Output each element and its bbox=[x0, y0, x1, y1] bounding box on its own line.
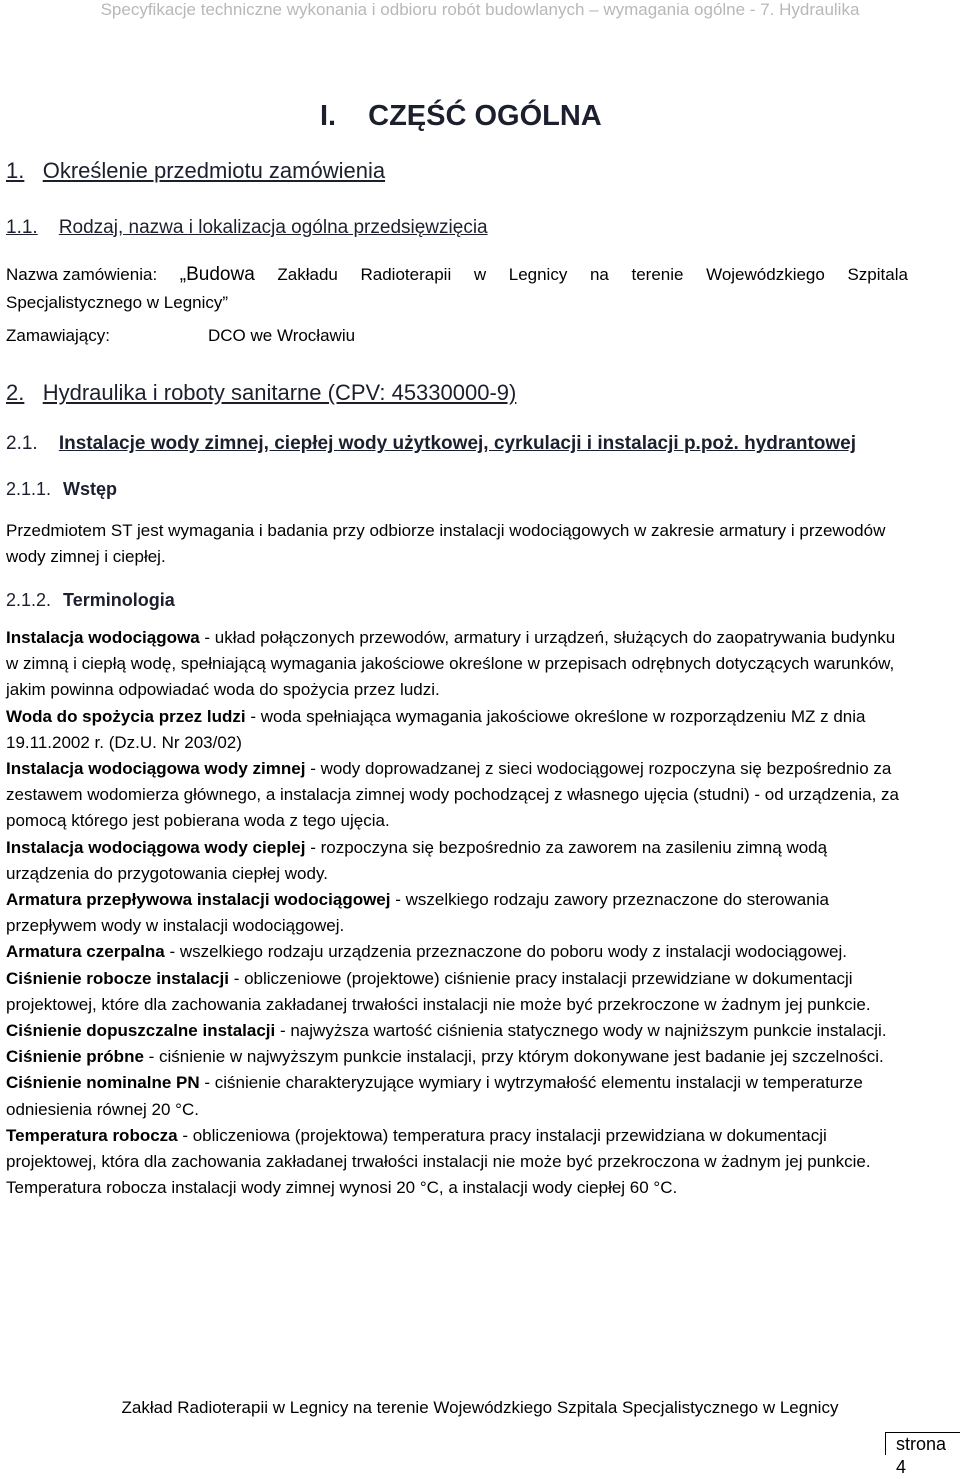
definition-item bbox=[6, 939, 911, 965]
definition-item bbox=[6, 887, 911, 939]
order-name-word: Zakładu bbox=[277, 265, 338, 284]
part-heading bbox=[320, 100, 602, 133]
definition-item bbox=[6, 966, 911, 1018]
definition-term: Ciśnienie nominalne PN bbox=[6, 1073, 200, 1093]
definition-item bbox=[6, 1123, 911, 1202]
definition-term: Instalacja wodociągowa wody cieplej bbox=[6, 837, 306, 857]
definitions-list bbox=[6, 625, 911, 1201]
part-number: I. bbox=[320, 100, 337, 132]
page-header: Specyfikacje techniczne wykonania i odbioru robót budowlanych – wymagania ogólne - 7. Hydraulika bbox=[100, 0, 860, 19]
intro-paragraph: Przedmiotem ST jest wymagania i badania przy odbiorze instalacji wodociągowych w zakresie armatury i przewodów wody zimnej i ciepłej. bbox=[6, 521, 886, 566]
definition-term: Instalacja wodociągowa bbox=[6, 628, 200, 647]
definition-text: - obliczeniowe (projektowe) ciśnienie pracy instalacji przewidziane w dokumentacji projektowej, które dla zachowania zakładanej trwałości instalacji nie może być przekroczone w żadnym jej punkcie. bbox=[6, 968, 871, 1014]
definition-item bbox=[6, 1018, 911, 1044]
definition-item bbox=[6, 756, 911, 835]
order-name-label: Nazwa zamówienia: bbox=[6, 265, 158, 284]
order-name-word: Radioterapii bbox=[360, 265, 452, 284]
section-1-title: Określenie przedmiotu zamówienia bbox=[42, 158, 386, 183]
section-2-1-1-number: 2.1.1. bbox=[6, 479, 52, 499]
order-name-continued: Specjalistycznego w Legnicy” bbox=[6, 293, 229, 312]
part-title: CZĘŚĆ OGÓLNA bbox=[368, 100, 602, 132]
section-1-1-heading bbox=[6, 217, 488, 239]
section-2-1-1-heading bbox=[6, 479, 117, 500]
definition-term: Ciśnienie próbne bbox=[6, 1047, 144, 1067]
order-name-word: na bbox=[589, 265, 609, 284]
section-1-1-title: Rodzaj, nazwa i lokalizacja ogólna przedsięwzięcia bbox=[58, 217, 488, 238]
order-name-word: Legnicy bbox=[508, 265, 568, 284]
section-1-heading bbox=[6, 158, 385, 184]
order-name-word: w bbox=[473, 265, 487, 284]
page-number: strona 4 bbox=[885, 1432, 960, 1455]
page-footer: Zakład Radioterapii w Legnicy na terenie Wojewódzkiego Szpitala Specjalistycznego w Legnicy bbox=[121, 1398, 839, 1417]
definition-text: - najwyższa wartość ciśnienia statycznego wody w najniższym punkcie instalacji. bbox=[275, 1021, 887, 1041]
definition-text: - układ połączonych przewodów, armatury i urządzeń, służących do zaopatrywania budynku w zimną i ciepłą wodę, spełniającą wymagania jakościowe określone w przepisach odrębnych dotyczących warunków, jakim powinna odpowiadać woda do spożycia przez ludzi. bbox=[6, 628, 896, 700]
client-row bbox=[6, 323, 356, 349]
definition-text: - wody doprowadzanej z sieci wodociągowej rozpoczyna się bezpośrednio za zestawem wodomierza głównego, a instalacja zimnej wody pochodzącej z własnego ujęcia (studni) - od urządzenia, za pomocą którego jest pobierana woda z tego ujęcia. bbox=[6, 759, 899, 831]
definition-term: Armatura przepływowa instalacji wodociągowej bbox=[6, 890, 391, 910]
order-name-word: terenie bbox=[631, 265, 684, 284]
definition-term: Armatura czerpalna bbox=[6, 942, 165, 962]
definition-term: Instalacja wodociągowa wody zimnej bbox=[6, 759, 306, 779]
definition-text: - wszelkiego rodzaju urządzenia przeznaczone do poboru wody z instalacji wodociągowej. bbox=[164, 942, 848, 962]
section-2-heading bbox=[6, 380, 516, 406]
order-name-word: Szpitala bbox=[847, 265, 908, 284]
definition-text: - rozpoczyna się bezpośrednio za zaworem na zasileniu zimną wodą urządzenia do przygotowania ciepłej wody. bbox=[6, 837, 828, 883]
section-2-1-2-number: 2.1.2. bbox=[6, 590, 52, 610]
definition-item bbox=[6, 1070, 911, 1122]
definition-item bbox=[6, 704, 911, 756]
client-label: Zamawiający: bbox=[6, 326, 110, 345]
definition-term: Woda do spożycia przez ludzi bbox=[6, 706, 246, 726]
definition-term: Temperatura robocza bbox=[6, 1125, 178, 1145]
definition-text: - ciśnienie charakteryzujące wymiary i wytrzymałość elementu instalacji w temperaturze odniesienia równej 20 °C. bbox=[6, 1073, 863, 1119]
definition-text: - obliczeniowa (projektowa) temperatura pracy instalacji przewidziana w dokumentacji projektowej, która dla zachowania zakładanej trwałości instalacji nie może być przekroczona w żadnym jej punkcie. Temperatura robocza instalacji wody zimnej wynosi 20 °C, a instalacji wody ciepłej 60 °C. bbox=[6, 1125, 871, 1198]
section-2-1-heading bbox=[6, 433, 856, 455]
definition-term: Ciśnienie dopuszczalne instalacji bbox=[6, 1021, 276, 1041]
section-2-title: Hydraulika i roboty sanitarne (CPV: 45330000-9) bbox=[42, 380, 517, 405]
definition-text: - woda spełniająca wymagania jakościowe określone w rozporządzeniu MZ z dnia 19.11.2002 r. (Dz.U. Nr 203/02) bbox=[6, 706, 866, 752]
definition-item bbox=[6, 625, 911, 704]
section-2-1-1-title: Wstęp bbox=[63, 479, 118, 499]
order-name-word: „Budowa bbox=[179, 264, 255, 285]
definition-text: - ciśnienie w najwyższym punkcie instalacji, przy którym dokonywane jest badanie jej szczelności. bbox=[143, 1047, 884, 1067]
section-2-1-2-title: Terminologia bbox=[63, 590, 175, 610]
definition-text: - wszelkiego rodzaju zawory przeznaczone do sterowania przepływem wody w instalacji wodociągowej. bbox=[6, 890, 829, 936]
definition-term: Ciśnienie robocze instalacji bbox=[6, 968, 229, 988]
section-2-1-number: 2.1. bbox=[6, 433, 38, 454]
section-2-number: 2. bbox=[6, 380, 25, 405]
client-value: DCO we Wrocławiu bbox=[208, 326, 356, 345]
order-name-row bbox=[6, 262, 908, 288]
order-name-word: Wojewódzkiego bbox=[706, 265, 825, 284]
definition-item bbox=[6, 1044, 911, 1070]
section-1-1-number: 1.1. bbox=[6, 217, 38, 238]
section-2-1-2-heading bbox=[6, 590, 175, 611]
definition-item bbox=[6, 835, 911, 887]
section-1-number: 1. bbox=[6, 158, 25, 183]
section-2-1-title: Instalacje wody zimnej, ciepłej wody użytkowej, cyrkulacji i instalacji p.poż. hydrantowej bbox=[58, 433, 857, 454]
